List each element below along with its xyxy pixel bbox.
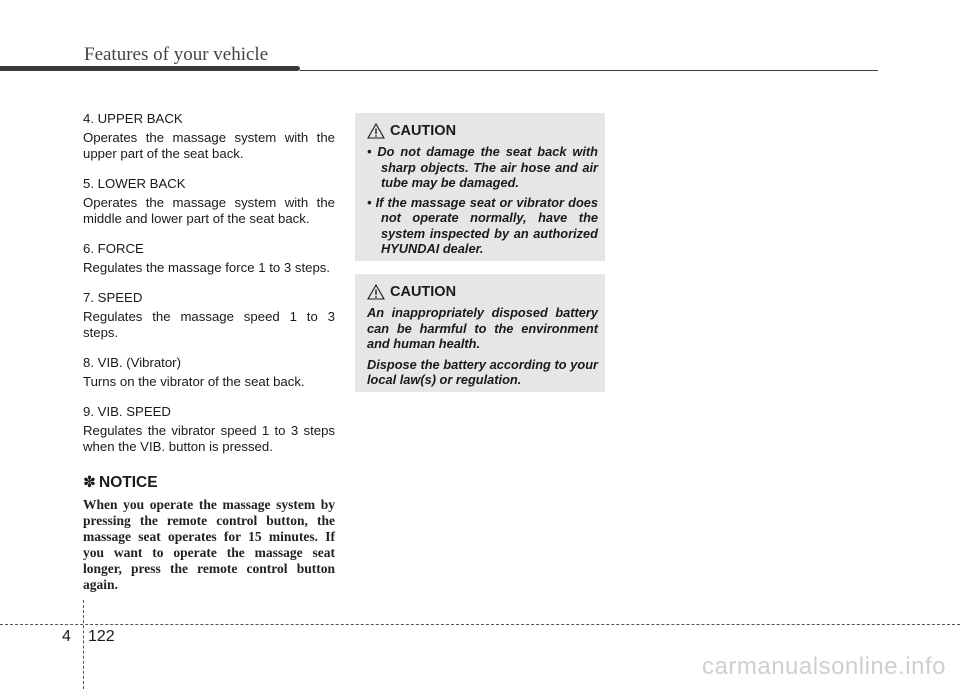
footer-dashed-divider (83, 600, 84, 689)
section-body: Operates the massage system with the middle and lower part of the seat back. (83, 195, 335, 226)
caution-list (367, 144, 598, 257)
section-body: Turns on the vibrator of the seat back. (83, 374, 305, 389)
section-heading: 7. SPEED (83, 290, 143, 305)
footer-dashed-rule (0, 624, 960, 625)
section-heading: 9. VIB. SPEED (83, 404, 171, 419)
header-bar (0, 66, 300, 71)
page-header-title: Features of your vehicle (84, 44, 269, 65)
warning-triangle-icon (367, 284, 385, 300)
section-body: Operates the massage system with the upper part of the seat back. (83, 130, 335, 161)
section-force (83, 241, 335, 276)
warning-triangle-icon (367, 123, 385, 139)
notice-body: When you operate the massage system by pressing the remote control button, the massage seat operates for 15 minutes. If you want to operate the massage seat longer, press the remote control button again. (83, 497, 335, 592)
caution-item: • If the massage seat or vibrator does not operate normally, have the system inspected by an authorized HYUNDAI dealer. (367, 194, 598, 256)
section-heading: 5. LOWER BACK (83, 176, 186, 191)
section-body: Regulates the vibrator speed 1 to 3 steps when the VIB. button is pressed. (83, 423, 335, 454)
notice-title (83, 475, 335, 491)
caution-item: • Do not damage the seat back with sharp objects. The air hose and air tube may be damaged. (367, 144, 598, 190)
section-speed (83, 290, 335, 341)
section-body: Regulates the massage speed 1 to 3 steps. (83, 309, 335, 340)
notice-title-text: NOTICE (99, 474, 158, 491)
caution-box-battery (355, 274, 605, 392)
caution-title-text: CAUTION (390, 284, 457, 300)
caution-title-text: CAUTION (390, 123, 457, 139)
section-vib (83, 355, 335, 390)
header-rule (300, 70, 878, 71)
caution-title (367, 284, 598, 300)
section-heading: 4. UPPER BACK (83, 111, 183, 126)
left-column (83, 111, 335, 593)
section-heading: 6. FORCE (83, 241, 144, 256)
notice-asterisk-icon: ✽ (83, 474, 96, 491)
section-heading: 8. VIB. (Vibrator) (83, 355, 181, 370)
chapter-number: 4 (62, 628, 71, 645)
section-lower-back (83, 176, 335, 227)
section-body: Regulates the massage force 1 to 3 steps. (83, 260, 331, 275)
caution-paragraph: An inappropriately disposed battery can be harmful to the environment and human health. (367, 305, 598, 351)
page-number: 122 (88, 628, 115, 645)
caution-paragraph: Dispose the battery according to your local law(s) or regulation. (367, 356, 598, 387)
section-vib-speed (83, 404, 335, 455)
watermark-logo: carmanualsonline.info (702, 653, 946, 680)
caution-title (367, 123, 598, 139)
caution-box-seat-damage (355, 113, 605, 261)
section-upper-back (83, 111, 335, 162)
